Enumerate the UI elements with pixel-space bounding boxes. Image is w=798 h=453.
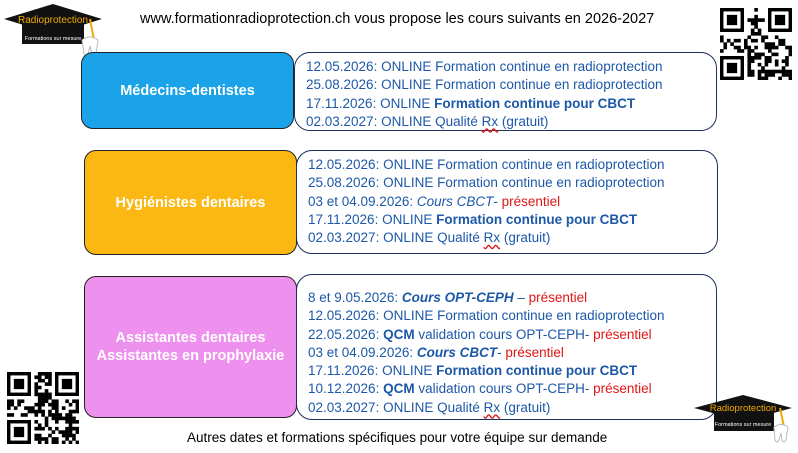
category-assistantes (84, 276, 297, 418)
logo-title: Radioprotection (709, 403, 777, 414)
course-item: 12.05.2026: ONLINE Formation continue en radioprotection (306, 59, 663, 74)
page-header: www.formationradioprotection.ch vous propose les cours suivants en 2026-2027 (140, 11, 655, 27)
courses-assistantes (296, 274, 717, 420)
course-item: 22.05.2026: QCM validation cours OPT-CEPH- présentiel (308, 326, 652, 342)
course-item: 17.11.2026: ONLINE Formation continue pour CBCT (308, 211, 638, 227)
courses-medecins (294, 52, 717, 131)
category-hygienistes-dentaires (84, 150, 297, 255)
course-item: 17.11.2026: ONLINE Formation continue pour CBCT (308, 363, 638, 379)
qr-code-bottom[interactable] (7, 372, 79, 444)
page-footer: Autres dates et formations spécifiques pour votre équipe sur demande (187, 430, 608, 445)
category-medecins-dentistes (81, 52, 294, 129)
radioprotection-logo-bottom (692, 393, 796, 449)
course-item: 17.11.2026: ONLINE Formation continue pour CBCT (306, 95, 636, 111)
course-item: 02.03.2027: ONLINE Qualité Rx (gratuit) (308, 230, 551, 246)
category-label: Assistantes en prophylaxie (96, 348, 285, 364)
logo-subtitle: Formations sur mesure (714, 422, 772, 428)
course-item: 12.05.2026: ONLINE Formation continue en radioprotection (308, 308, 665, 324)
course-item: 02.03.2027: ONLINE Qualité Rx (gratuit) (306, 113, 549, 129)
course-item: 10.12.2026: QCM validation cours OPT-CEPH- présentiel (308, 381, 652, 397)
qr-code-top[interactable] (720, 8, 792, 80)
logo-title: Radioprotection (17, 15, 89, 26)
course-item: 25.08.2026: ONLINE Formation continue en radioprotection (308, 175, 665, 191)
course-item: 02.03.2027: ONLINE Qualité Rx (gratuit) (308, 399, 551, 415)
category-label: Hygiénistes dentaires (115, 194, 266, 211)
category-label: Assistantes dentaires (115, 330, 266, 346)
course-item: 8 et 9.05.2026: Cours OPT-CEPH – présentiel (308, 290, 588, 305)
logo-subtitle: Formations sur mesure (24, 36, 82, 42)
courses-hygienistes (296, 150, 718, 254)
course-item: 03 et 04.09.2026: Cours CBCT- présentiel (308, 193, 561, 209)
course-item: 25.08.2026: ONLINE Formation continue en radioprotection (306, 77, 663, 93)
category-label: Médecins-dentistes (120, 82, 255, 99)
course-item: 12.05.2026: ONLINE Formation continue en radioprotection (308, 157, 665, 172)
course-item: 03 et 04.09.2026: Cours CBCT- présentiel (308, 344, 564, 360)
